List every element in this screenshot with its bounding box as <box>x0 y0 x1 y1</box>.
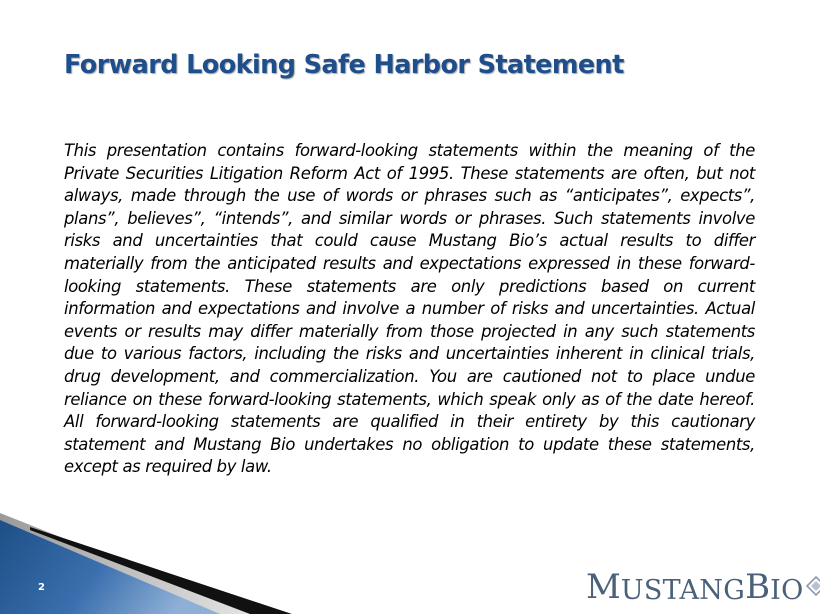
logo-text-io: IO <box>770 575 804 606</box>
page-number: 2 <box>38 582 45 593</box>
mustang-bio-logo <box>586 564 820 607</box>
safe-harbor-body: This presentation contains forward-looking statements within the meaning of the Private Securities Litigation Reform Act of 1995. These statements are often, but not always, made through the use of words or phrases such as “anticipates”, expects”, plans”, believes”, “intends”, and similar words or phrases. Such statements involve risks and uncertainties that could cause Mustang Bio’s actual results to differ materially from the anticipated results and expectations expressed in these forward-looking statements. These statements are only predictions based on current information and expectations and involve a number of risks and uncertainties. Actual events or results may differ materially from those projected in any such statements due to various factors, including the risks and uncertainties inherent in clinical trials, drug development, and commercialization. You are cautioned not to place undue reliance on these forward-looking statements, which speak only as of the date hereof. All forward-looking statements are qualified in their entirety by this cautionary statement and Mustang Bio undertakes no obligation to update these statements, except as required by law. <box>64 141 755 477</box>
logo-text-ustang: USTANG <box>620 575 746 606</box>
logo-letter-m: M <box>586 567 621 607</box>
slide-title: Forward Looking Safe Harbor Statement <box>64 50 624 80</box>
logo-diamond-icon <box>806 576 820 596</box>
logo-letter-b: B <box>745 567 771 607</box>
